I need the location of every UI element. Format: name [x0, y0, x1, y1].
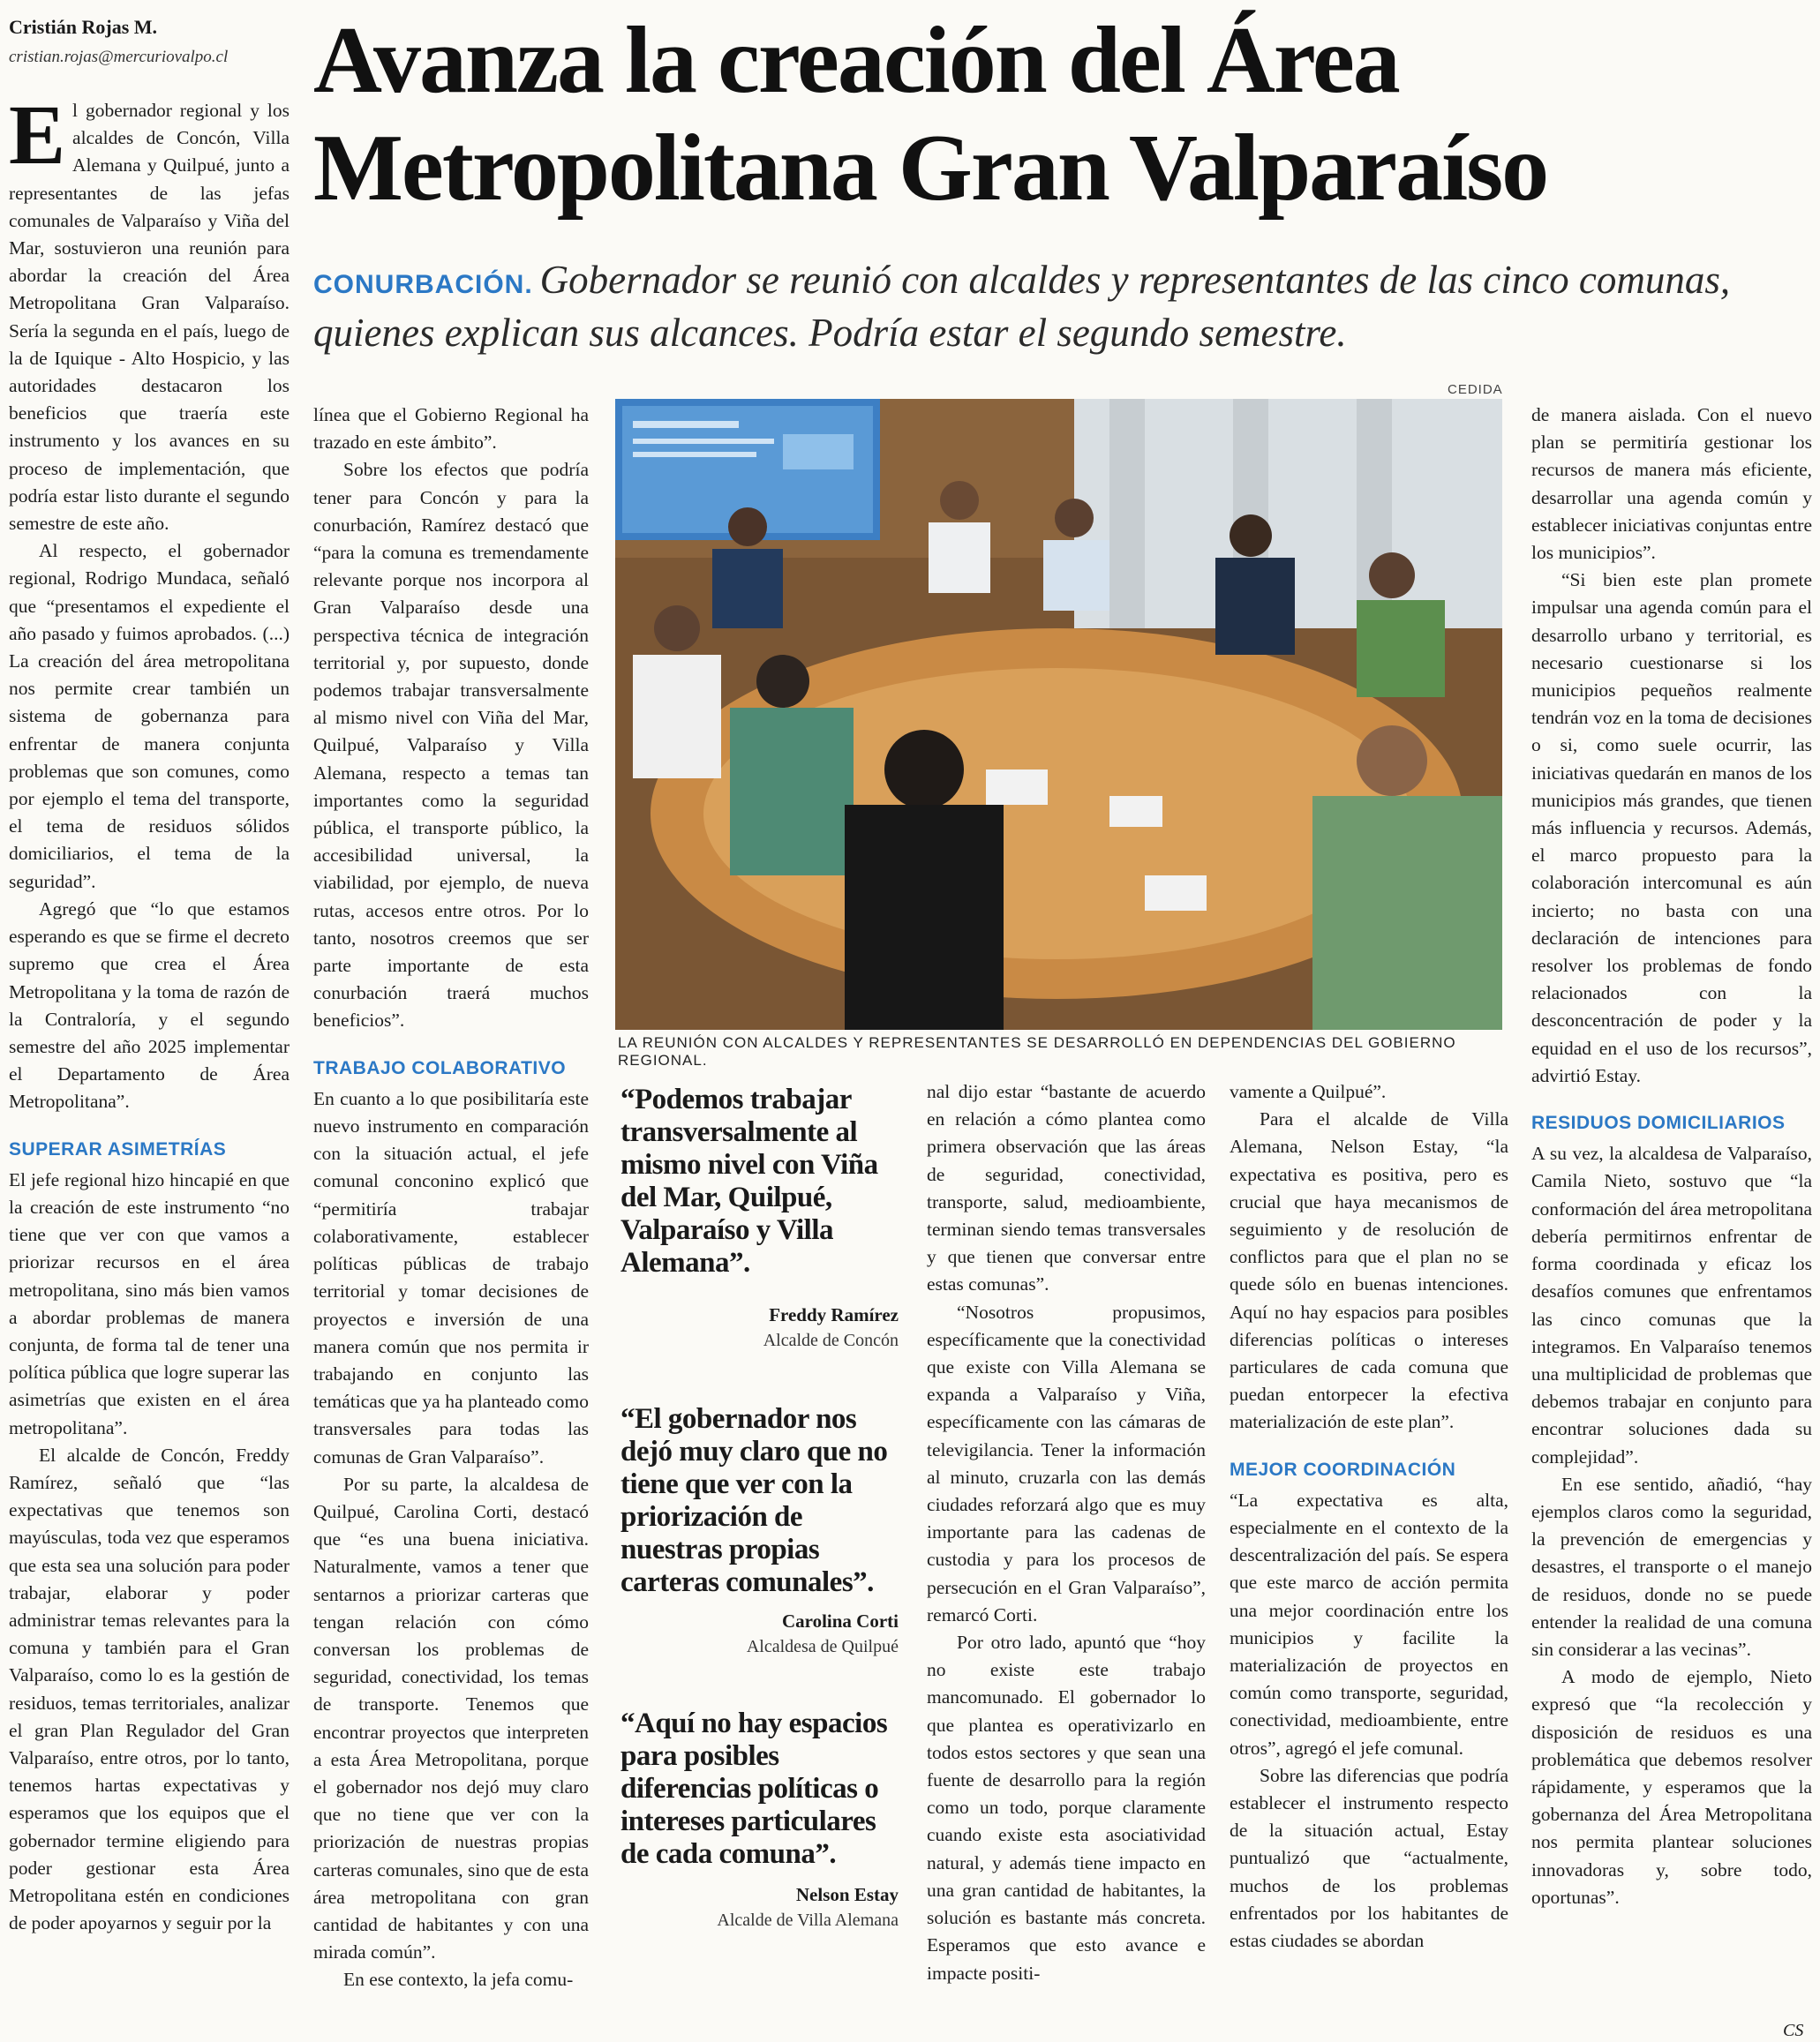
paragraph: El alcalde de Concón, Freddy Ramírez, señaló que “las expectativas que tenemos son mayúsculas, toda vez que esperamos que esta sea una solución para poder trabajar, elaborar y poder administrar temas relevantes para la comuna y también para el Gran Valparaíso, como lo es la gestión de residuos, temas territoriales, analizar el gran Plan Regulador del Gran Valparaíso, entre otros, por lo tanto, tenemos hartas expectativas y esperamos que los equipos que el gobernador termine eligiendo para poder gestionar esta Área Metropolitana estén en condiciones de poder apoyarnos y seguir por la — [9, 1444, 290, 1934]
paragraph: nal dijo estar “bastante de acuerdo en relación a cómo plantea como primera observación que las áreas de seguridad, conectividad, transporte, salud, medioambiente, terminan siendo temas transversales y que tienen que conversar entre estas comunas”. — [927, 1081, 1206, 1295]
pull-quote-1: “Podemos trabajar transversalmente al mismo nivel con Viña del Mar, Quilpué, Valparaíso y Villa Alemana”. — [620, 1084, 878, 1279]
byline-author: Cristián Rojas M. — [9, 16, 158, 38]
article-column-5 — [1531, 402, 1812, 1911]
subhead-superar-asimetrias: SUPERAR ASIMETRÍAS — [9, 1138, 227, 1160]
paragraph: de manera aislada. Con el nuevo plan se permitiría gestionar los recursos de manera más eficiente, desarrollar una agenda común y establecer iniciativas conjuntas entre los municipios”. — [1531, 404, 1812, 564]
quote-2-author: Carolina Corti — [781, 1610, 899, 1632]
deck — [313, 256, 1814, 357]
article-column-2 — [313, 402, 589, 1994]
meeting-photo-illustration — [615, 399, 1502, 1030]
paragraph-text: l gobernador regional y los alcaldes de Concón, Villa Alemana y Quilpué, junto a representantes de las jefas comunales de Valparaíso y Viña del Mar, sostuvieron una reunión para abordar la creación del Área Metropolitana Gran Valparaíso. Sería la segunda en el país, luego de la de Iquique - Alto Hospicio, y las autoridades destacaron los beneficios que traería este instrumento y los avances en su proceso de implementación, que podría estar listo durante el segundo semestre de este año. — [9, 100, 290, 535]
quote-1-author: Freddy Ramírez — [769, 1304, 899, 1325]
paragraph: vamente a Quilpué”. — [1230, 1081, 1387, 1102]
byline-email[interactable]: cristian.rojas@mercuriovalpo.cl — [9, 48, 229, 66]
drop-cap: E — [9, 87, 66, 182]
paragraph: El jefe regional hizo hincapié en que la creación de este instrumento “no tiene que ver con que vamos a priorizar recursos en el área metropolitana, sino más bien vamos a abordar problemas de manera conjunta, de forma tal de tener una política pública que logre superar las asimetrías que existen en el área metropolitana”. — [9, 1168, 290, 1438]
paragraph: “La expectativa es alta, especialmente en el contexto de la descentralización del país. Se espera que este marco de acción permita una mejor coordinación entre los municipios y facilite la materialización de proyectos en común como transporte, seguridad, conectividad, medioambiente, entre otros”, agregó el jefe comunal. — [1230, 1489, 1508, 1759]
article-column-1 — [9, 87, 290, 1937]
deck-kicker: CONURBACIÓN. — [313, 270, 533, 299]
quote-3-role: Alcalde de Villa Alemana — [717, 1911, 899, 1930]
subhead-trabajo-colaborativo: TRABAJO COLABORATIVO — [313, 1057, 567, 1078]
photo-caption: LA REUNIÓN CON ALCALDES Y REPRESENTANTES SE DESARROLLÓ EN DEPENDENCIAS DEL GOBIERNO REGIONAL. — [618, 1034, 1456, 1069]
paragraph: Al respecto, el gobernador regional, Rodrigo Mundaca, señaló que “presentamos el expediente el año pasado y fuimos aprobados. (...) La creación del área metropolitana nos permite crear también un sistema de gobernanza para enfrentar de manera conjunta problemas que son comunes, como por ejemplo el tema del transporte, el tema de residuos sólidos domiciliarios, el tema de la seguridad”. — [9, 540, 290, 892]
paragraph: Agregó que “lo que estamos esperando es que se firme el decreto supremo que crea el Área Metropolitana y la toma de razón de la Contraloría, y el segundo semestre del año 2025 implementar el Departamento de Área Metropolitana”. — [9, 897, 290, 1113]
paragraph: En ese contexto, la jefa comu- — [343, 1969, 574, 1991]
paragraph: A modo de ejemplo, Nieto expresó que “la recolección y disposición de residuos es una problemática que debemos resolver rápidamente, y esperamos que la gobernanza del Área Metropolitana nos permita plantear soluciones innovadoras y, sobre todo, oportunas”. — [1531, 1666, 1812, 1908]
end-mark: CS — [1783, 2021, 1804, 2040]
article-column-3 — [927, 1078, 1206, 1987]
pull-quote-3: “Aquí no hay espacios para posibles diferencias políticas o intereses particulares de cada comuna”. — [620, 1708, 888, 1870]
pull-quote-2: “El gobernador nos dejó muy claro que no tiene que ver con la priorización de nuestras propias carteras comunales”. — [620, 1403, 888, 1598]
paragraph: Para el alcalde de Villa Alemana, Nelson Estay, “la expectativa es positiva, pero es crucial que haya mecanismos de seguimiento y de resolución de conflictos para que el plan no se quede sólo en buenas intenciones. Aquí no hay espacios para posibles diferencias políticas o intereses particulares de cada comuna que puedan entorpecer la efectiva materialización de este plan”. — [1230, 1108, 1508, 1433]
paragraph: Sobre las diferencias que podría establecer el instrumento respecto de la situación actual, Estay puntualizó que “actualmente, muchos de los problemas enfrentados por los habitantes de estas ciudades se abordan — [1230, 1764, 1508, 1952]
paragraph: línea que el Gobierno Regional ha trazado en este ámbito”. — [313, 404, 589, 454]
paragraph: Por otro lado, apuntó que “hoy no existe este trabajo mancomunado. El gobernador lo que plantea es operativizarlo en todos estos sectores y que sean una fuente de desarrollo para la región como un todo, porque claramente cuando existe esta asociatividad natural, y además tiene impacto en una gran cantidad de habitantes, la solución es bastante más concreta. Esperamos que esto avance e impacte positi- — [927, 1632, 1206, 1984]
photo-credit: CEDIDA — [1448, 382, 1503, 397]
quote-3-author: Nelson Estay — [795, 1884, 899, 1905]
paragraph: “Nosotros propusimos, específicamente que la conectividad que existe con Villa Alemana se expanda a Valparaíso y Viña, específicamente con las cámaras de televigilancia. Tener la información al minuto, cruzarla con las demás ciudades reforzará algo que es muy importante para las cadenas de custodia y para los procesos de persecución en el Gran Valparaíso”, remarcó Corti. — [927, 1301, 1206, 1625]
paragraph: A su vez, la alcaldesa de Valparaíso, Camila Nieto, sostuvo que “la conformación del área metropolitana debería permitirnos enfrentar de forma coordinada y eficaz los desafíos comunes que enfrentamos las cinco comunas que la integramos. En Valparaíso tenemos una multiplicidad de problemas que debemos trabajar en conjunto para encontrar soluciones dada su complejidad”. — [1531, 1143, 1812, 1468]
meeting-photo — [615, 399, 1502, 1030]
lead-paragraph — [9, 87, 290, 537]
deck-text: Gobernador se reunió con alcaldes y representantes de las cinco comunas, quienes explican sus alcances. Podría estar el segundo semestre. — [313, 258, 1731, 355]
quote-1-role: Alcalde de Concón — [763, 1331, 899, 1350]
quote-2-role: Alcaldesa de Quilpué — [746, 1637, 899, 1656]
paragraph: Sobre los efectos que podría tener para Concón y para la conurbación, Ramírez destacó que “para la comuna es tremendamente relevante porque nos incorpora al Gran Valparaíso desde una perspectiva técnica de integración territorial y, por supuesto, donde podemos trabajar transversalmente al mismo nivel con Viña del Mar, Quilpué, Valparaíso y Villa Alemana, respecto a temas tan importantes como la seguridad pública, el transporte público, la accesibilidad universal, la viabilidad, por ejemplo, de nueva rutas, accesos entre otros. Por lo tanto, nosotros creemos que ser parte importante de esta conurbación traerá muchos beneficios”. — [313, 459, 589, 1032]
headline: Avanza la creación del Área Metropolitana Gran Valparaíso — [313, 8, 1548, 221]
paragraph: “Si bien este plan promete impulsar una agenda común para el desarrollo urbano y territorial, es necesario cuestionarse si los municipios pequeños realmente tendrán voz en la toma de decisiones o si, como suele ocurrir, las iniciativas quedarán en manos de los municipios más grandes, que tienen más influencia y recursos. Además, el marco propuesto para la colaboración intercomunal es aún incierto; no basta con una declaración de intenciones para resolver los problemas de fondo relacionados con la desconcentración de poder y la equidad en el uso de los recursos”, advirtió Estay. — [1531, 569, 1812, 1086]
paragraph: En cuanto a lo que posibilitaría este nuevo instrumento en comparación con la situación actual, el jefe comunal conconino explicó que “permitiría trabajar colaborativamente, establecer políticas públicas de trabajo territorial y tomar decisiones de proyectos e inversión de una manera común que nos permita ir trabajando en conjunto las temáticas que ya ha planteado como transversales para todas las comunas de Gran Valparaíso”. — [313, 1087, 589, 1468]
paragraph: Por su parte, la alcaldesa de Quilpué, Carolina Corti, destacó que “es una buena iniciativa. Naturalmente, vamos a tener que sentarnos a priorizar carteras que tengan relación con cómo conversan los problemas de seguridad, conectividad, los temas de transporte. Tenemos que encontrar proyectos que interpreten a esta Área Metropolitana, porque el gobernador nos dejó muy claro que no tiene que ver con la priorización de nuestras propias carteras comunales, sino que de esta área metropolitana con gran cantidad de habitantes y con una mirada común”. — [313, 1473, 589, 1963]
article-column-4 — [1230, 1078, 1508, 1955]
subhead-mejor-coordinacion: MEJOR COORDINACIÓN — [1230, 1459, 1456, 1480]
paragraph: En ese sentido, añadió, “hay ejemplos claros como la seguridad, la prevención de emergencias y desastres, el transporte o el manejo de residuos, donde no se puede entender la realidad de una comuna sin considerar a las vecinas”. — [1531, 1473, 1812, 1660]
subhead-residuos-domiciliarios: RESIDUOS DOMICILIARIOS — [1531, 1113, 1786, 1134]
